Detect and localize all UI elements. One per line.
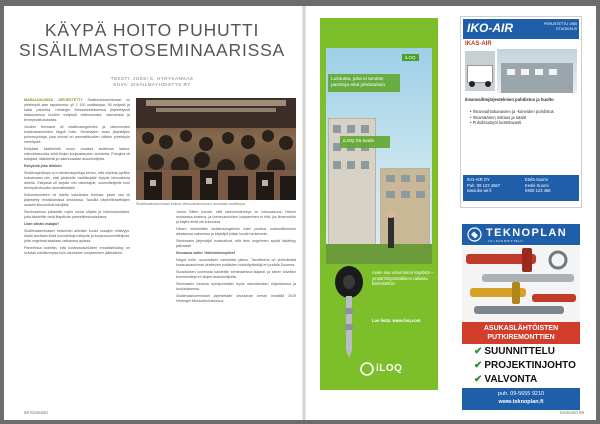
- paragraph: Seminaarissa julkaistiin myös uusia ohjeita ja tutkimustuloksia, joita käsiteltiin vielä iltapäivän paneelikeskustelussa.: [24, 210, 130, 219]
- article-title-line-1: KÄYPÄ HOITO PUHUTTI: [44, 20, 260, 40]
- teknoplan-name: TEKNOPLAN: [486, 227, 568, 239]
- subheading: Esityksiä joka lähtöön: [24, 164, 62, 168]
- iko-air-bullets: [465, 109, 577, 126]
- teknoplan-header: [462, 224, 580, 245]
- bullet-item: • Ilmanvaihtokanavien ja -koneiden puhdistus: [470, 109, 554, 114]
- service-item: ✔ SUUNNITTELU: [474, 346, 555, 357]
- paragraph: Vuoden teemana oli sisäilmaongelmien ja rakennusten kosteusvaurioiden käypä hoito. Seminaarin avasi järjestäjien puheenjohtaja, joka korosti eri ammattikuntien välisen yhteistyön merkitystä.: [24, 125, 130, 144]
- lead-in: MARALUKUISSA JÄRJESTETTY: [24, 98, 83, 102]
- key-illustration: [334, 264, 364, 360]
- paragraph: Suosituksen luonnosta käsiteltiin seminaarissa laajasti, ja siihen toivottiin kommentteja eri alojen asiantuntijoilta.: [176, 270, 296, 279]
- iko-air-contact-left: IKO-AIR OY Puh. 09 123 4567 www.iko-air.fi: [467, 177, 501, 194]
- iloq-logo: [360, 362, 374, 381]
- teknoplan-url[interactable]: www.teknoplan.fi: [498, 399, 544, 405]
- ad-caption-highlight: Lue lisää: www.iloq.com: [372, 318, 421, 323]
- paragraph: Sisäilmaseminaarin keskeisiin aiheisiin kuului osaajien riittävyys. Alalla tarvitaan lisää koulutettuja tutkijoita ja korjaussuunnittelijoita, jotta ongelmat saadaan ratkaistua ajoissa.: [24, 229, 130, 243]
- paragraph: Seminaarin tuloksia hyödynnetään myös rakentamisen ohjauksessa ja koulutuksessa.: [176, 282, 296, 291]
- magazine-spread: [4, 6, 596, 420]
- paragraph: Sisäilmayhdistys ry:n toiminnanjohtaja kertoo, että ohjelma pyrittiin kokoamaan niin, että jokaiselle osallistujalle löytyisi kiinnostavia aiheita. Esityksiä oli tarjolla niin rakentajille, suunnittelijoille kuin terveydenhuollon ammattilaisille.: [24, 171, 130, 190]
- ad-product-box: iLOQ S5 avain: [340, 136, 390, 148]
- page-number-right: kiinteistö 69: [560, 410, 584, 415]
- byline-text: TEKSTI: JUSSI S. HYRYKANGAS: [110, 76, 194, 81]
- iko-air-logo: IKO-AIR: [467, 21, 513, 35]
- iko-air-subtitle: IKAS-AIR: [465, 41, 492, 47]
- teknoplan-contact: [462, 388, 580, 410]
- iloq-logo-text: iLOQ: [376, 363, 403, 374]
- article-column-1: [24, 98, 130, 408]
- article-column-2: [176, 210, 296, 410]
- subheading: Liian vähän osaajia?: [24, 222, 60, 226]
- teknoplan-service-list: [462, 344, 580, 388]
- iko-air-headline: Ilmanvaihtojärjestelmien puhdistus ja huolto: [465, 97, 554, 102]
- article-title-line-2: SISÄILMASTOSEMINAARISSA: [18, 40, 286, 60]
- teknoplan-phone: puh. 09-5655 9210: [497, 391, 545, 397]
- bullet-item: • Ilmamäärien mittaus ja säätö: [470, 114, 527, 120]
- paragraph: Esitykset käsittelivät muun muassa sisäilman laatua, mikrobivaurioita sekä tilojen korjaustarpeen arviointia. Puhujina oli tutkijoita, lääkäreitä ja rakennusalan asiantuntijoita.: [24, 147, 130, 161]
- ad-caption: Avain saa virran lukon käytöstä – ympäristöystävällinen ratkaisu kiinteistöihin.: [372, 270, 434, 287]
- paragraph: Hänen mielestään sisäilmaongelmiin tulisi puuttua mahdollisimman aikaisessa vaiheessa ja käyttäjiä pitäisi kuulla herkemmin.: [176, 227, 296, 236]
- page-gutter: [302, 6, 306, 420]
- paragraph: Sisäilmastoseminaari on yleisimpiä alan tapahtumia: yli 1 100 osallistujaa, 58 esitystä ja kaksi paneelia. Helsingin Messukeskuksessa järjestetyssä tilaisuudessa kuultiin esityksiä tutkimuksista, rakenteista ja terveysvaikutuksista.: [24, 98, 130, 122]
- ad-headline-box: Lukitusta, joka ei tarvitse paristoja eikä johdotuksia: [328, 74, 400, 92]
- ad-badge: iLOQ: [402, 54, 419, 61]
- paragraph: Käypä hoito -suosituksen valmistelu jatkuu. Tavoitteena on yhtenäistää kosteusvaurioista oireilevien potilaiden hoitokäytäntöjä eri puolilla Suomea.: [176, 258, 296, 267]
- iko-air-contact-right: Etelä-Suomi Keski-Suomi 0400 123 456: [525, 177, 551, 194]
- teknoplan-logo-icon: [467, 227, 482, 242]
- page-number-left: 68 kiinteistö: [24, 410, 48, 415]
- byline-photo: KUVA: SISÄILMAYHDISTYS RY: [113, 82, 191, 87]
- paragraph: Sisäilmastoseminaari järjestetään seuraavan kerran keväällä 2018 Helsingin Messukeskuksessa.: [176, 294, 296, 303]
- plumbing-tools-illustration: [462, 246, 580, 322]
- iko-air-van-photo: [465, 51, 495, 91]
- iko-air-advertisement: [460, 16, 582, 208]
- paragraph: Paneelissa todettiin, että kosteusvaurioiden ennaltaehkäisy on selvästi edullisempaa kuin vaurioiden korjaaminen jälkikäteen.: [24, 246, 130, 255]
- paragraph: Jorma Säteri korosti, että rakennusterveys on kokonaisuus. Hänen mukaansa kosteus- ja homevaurioiden korjaaminen ei riitä, jos ilmanvaihto ja käyttö eivät ole kunnossa.: [176, 210, 296, 224]
- iloq-advertisement: [320, 18, 438, 390]
- check-icon: ✔: [474, 346, 483, 357]
- teknoplan-headline: ASUKASLÄHTÖISTEN PUTKIREMONTTIEN: [462, 322, 580, 344]
- teknoplan-tagline: LVI-SUUNNITTELU: [488, 239, 524, 243]
- paragraph: Seminaarin järjestäjät muistuttivat, että tieto ongelmien syistä lisääntyy jatkuvasti.: [176, 239, 296, 248]
- iko-air-tagline: PERUSTETTU 1985 ETUOIKEUS: [544, 22, 577, 31]
- subheading: Seuraava vaihe: Hoitotoimenpiteet: [176, 251, 235, 255]
- seminar-crowd-photo: [136, 98, 296, 200]
- service-item: ✔ VALVONTA: [474, 374, 538, 385]
- iko-air-building-photo: [497, 49, 577, 93]
- paragraph: Kokonaisuuteen oli haettu kaksitoista teemaa, joista osa oli järjestetty rinnakkaisissa sessioissa. Tauoilla näytteilleasettajien osastot kiinnostivat kävijöitä.: [24, 193, 130, 207]
- check-icon: ✔: [474, 374, 483, 385]
- photo-caption: Sisäilmastoseminaari kokosi Messukeskukseen runsaasti osallistujia.: [136, 202, 246, 206]
- check-icon: ✔: [474, 360, 483, 371]
- bullet-item: • Puhdistustyöt luotettavasti: [470, 120, 522, 126]
- service-item: ✔ PROJEKTINJOHTO: [474, 360, 576, 371]
